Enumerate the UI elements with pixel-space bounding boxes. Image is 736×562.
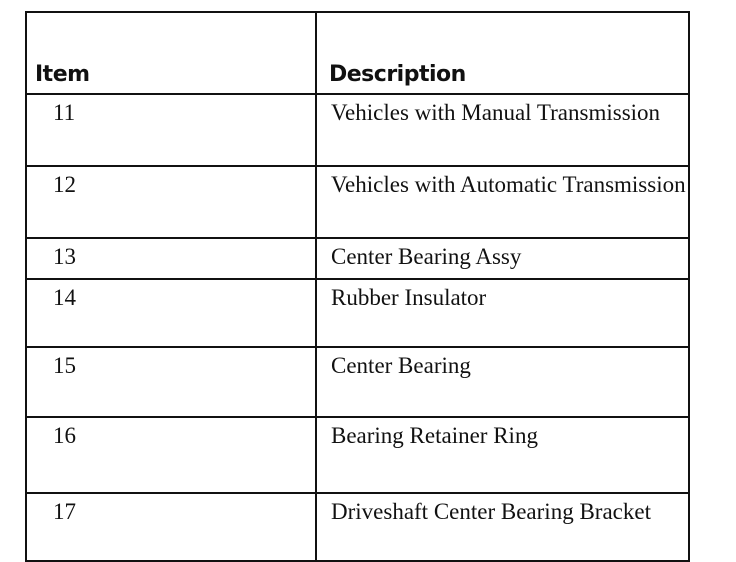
item-number: 13 [26, 238, 316, 279]
item-number: 17 [26, 493, 316, 561]
item-description: Vehicles with Manual Transmission [316, 94, 689, 166]
description-column-header: Description [316, 12, 689, 94]
item-description: Rubber Insulator [316, 279, 689, 347]
item-column-header: Item [26, 12, 316, 94]
table-row [26, 166, 689, 238]
item-description: Center Bearing Assy [316, 238, 689, 279]
table-row [26, 279, 689, 347]
table-row [26, 238, 689, 279]
item-description: Driveshaft Center Bearing Bracket [316, 493, 689, 561]
item-number: 11 [26, 94, 316, 166]
table-row [26, 94, 689, 166]
item-description: Bearing Retainer Ring [316, 417, 689, 493]
parts-table [25, 11, 690, 562]
item-number: 12 [26, 166, 316, 238]
header-row [26, 12, 689, 94]
item-number: 15 [26, 347, 316, 417]
table-row [26, 493, 689, 561]
table-row [26, 347, 689, 417]
item-number: 16 [26, 417, 316, 493]
item-number: 14 [26, 279, 316, 347]
item-description: Vehicles with Automatic Transmission [316, 166, 689, 238]
table-row [26, 417, 689, 493]
table-header [26, 12, 689, 94]
table-body [26, 94, 689, 561]
item-description: Center Bearing [316, 347, 689, 417]
